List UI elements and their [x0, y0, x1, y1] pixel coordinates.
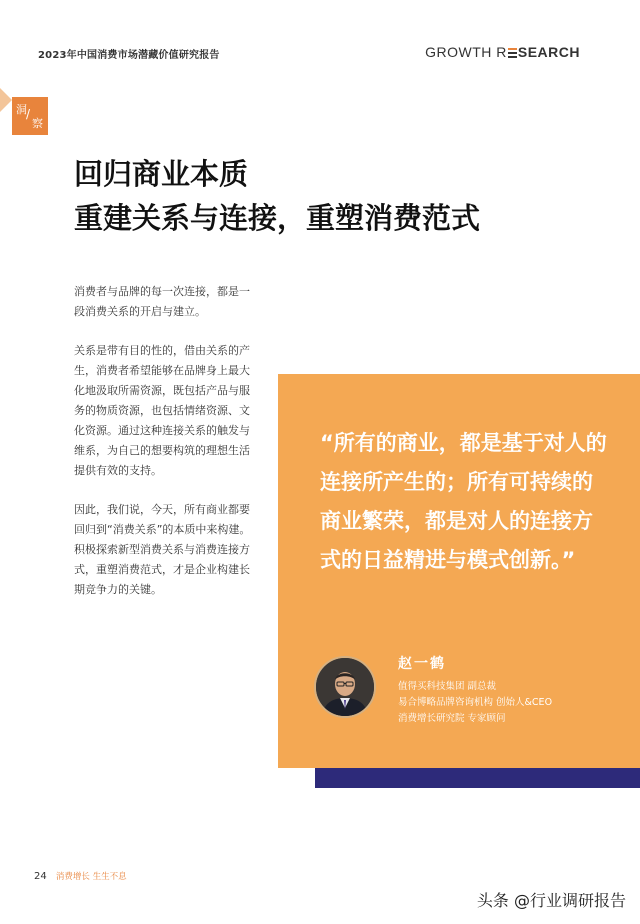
speaker-role-2: 易合博略品牌咨询机构 创始人&CEO [398, 697, 553, 708]
badge-slash: / [26, 107, 31, 121]
headline-line-2: 重建关系与连接，重塑消费范式 [74, 201, 481, 235]
report-title: 2023年中国消费市场潜藏价值研究报告 [38, 50, 220, 61]
footer-slogan: 消费增长 生生不息 [55, 872, 127, 882]
speaker-roles [398, 679, 552, 727]
page-number: 24 [34, 871, 47, 882]
page-headline [74, 152, 480, 240]
brand-logo: GROWTH R SEARCH [425, 44, 580, 60]
speaker-role-3: 消费增长研究院 专家顾问 [398, 713, 506, 724]
quote-box-shadow [315, 768, 640, 788]
quote-text: “所有的商业，都是基于对人的连接所产生的；所有可持续的商业繁荣，都是对人的连接方式的日益精进与模式创新。” [320, 431, 607, 572]
speaker-avatar [314, 656, 376, 718]
watermark: 头条 @行业调研报告 [476, 891, 626, 910]
body-paragraph-2: 关系是带有目的性的，借由关系的产生，消费者希望能够在品牌身上最大化地汲取所需资源，既包括产品与服务的物质资源，也包括情绪资源、文化资源。通过这种连接关系的触发与维系，为自己的想要构筑的理想生活提供有效的支持。 [74, 344, 250, 477]
body-paragraph-3: 因此，我们说，今天，所有商业都要回归到“消费关系”的本质中来构建。积极探索新型消费关系与消费连接方式，重塑消费范式，才是企业构建长期竞争力的关键。 [74, 503, 251, 596]
brand-e-mark-icon [508, 48, 517, 58]
page-footer [34, 870, 127, 882]
person-portrait-icon [316, 658, 374, 716]
speaker-name: 赵一鹤 [398, 656, 446, 672]
triangle-decoration-icon [0, 88, 12, 112]
badge-char-1: 洞 [16, 103, 27, 116]
body-text-column [74, 282, 254, 619]
section-badge [12, 97, 48, 135]
badge-char-2: 察 [32, 117, 43, 130]
body-paragraph-1: 消费者与品牌的每一次连接，都是一段消费关系的开启与建立。 [74, 285, 250, 318]
speaker-role-1: 值得买科技集团 副总裁 [398, 681, 497, 692]
headline-line-1: 回归商业本质 [74, 157, 249, 191]
